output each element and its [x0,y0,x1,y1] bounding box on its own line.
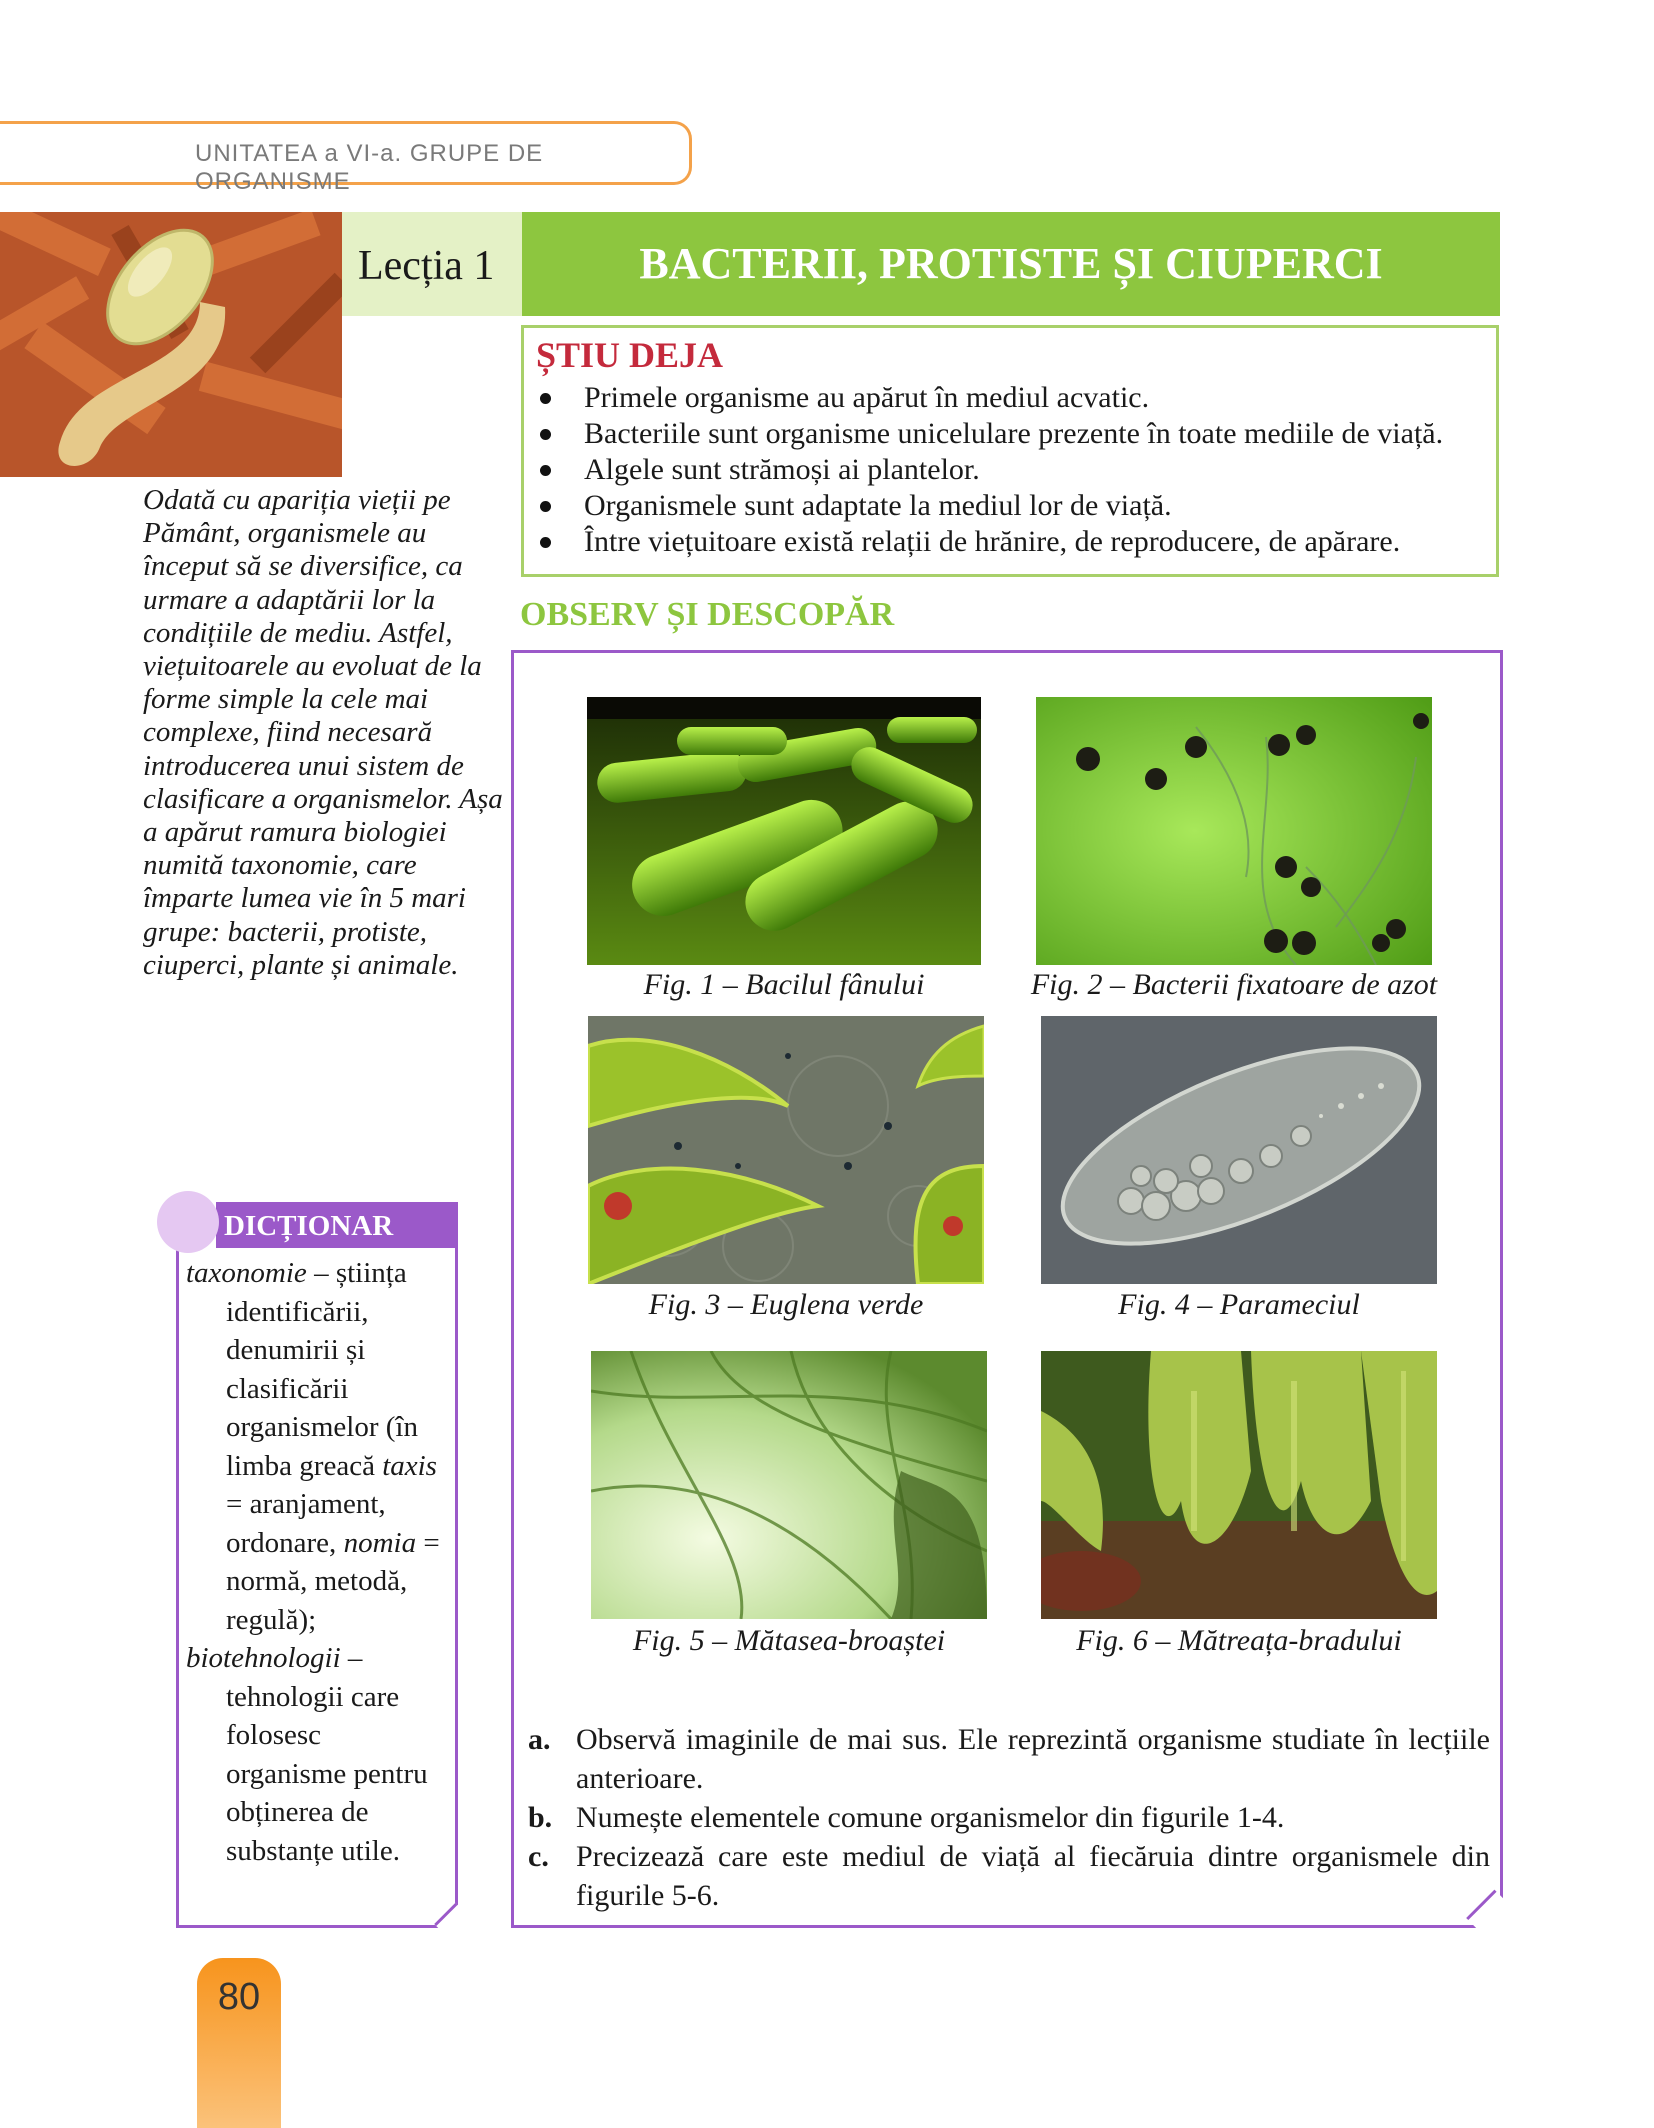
unit-header-tab [0,121,692,195]
figure-3-caption: Fig. 3 – Euglena verde [648,1288,924,1321]
observ-title: OBSERV ȘI DESCOPĂR [520,596,895,633]
list-item: Între viețuitoare există relații de hrănire, de reproducere, de apărare. [524,524,1443,560]
figure-6-caption: Fig. 6 – Mătreața-bradului [1076,1624,1402,1657]
questions-list [528,1720,1490,1915]
figure-2-caption: Fig. 2 – Bacterii fixatoare de azot [1030,968,1438,1001]
list-item: Organismele sunt adaptate la mediul lor de viață. [524,488,1443,524]
dictionary-title: DICȚIONAR [224,1210,394,1242]
figure-3-image [588,1016,984,1284]
stiu-deja-list [524,380,1443,560]
lesson-title-bar [522,212,1500,316]
question-b: b. Numește elementele comune organismelor din figurile 1-4. [528,1801,1285,1834]
list-item: Primele organisme au apărut în mediul acvatic. [524,380,1443,416]
figure-2-image [1036,697,1432,965]
page-number: 80 [217,1976,261,2018]
figure-1-caption: Fig. 1 – Bacilul fânului [643,968,925,1001]
stiu-deja-title: ȘTIU DEJA [536,335,724,375]
question-a: a. Observă imaginile de mai sus. Ele reprezintă organisme studiate în lecțiile anterioare. [528,1723,1490,1795]
figure-6-image [1041,1351,1437,1619]
figure-5-image [591,1351,987,1619]
question-c: c. Precizează care este mediul de viață al fiecăruia dintre organismele din figurile 5-6. [528,1840,1490,1912]
unit-title: UNITATEA a VI-a. GRUPE DE ORGANISME [195,140,544,195]
stiu-deja-box [521,325,1499,577]
dictionary-entry: taxonomie – știința identificării, denumirii și clasificării organismelor (în limba greacă taxis = aranjament, ordonare, nomia = normă, metodă, regulă); [186,1257,440,1636]
dictionary-text [186,1254,448,1870]
figure-5-caption: Fig. 5 – Mătasea-broaștei [632,1624,946,1657]
lesson-label-box [342,212,522,316]
figure-1-image [587,697,981,965]
list-item: Bacteriile sunt organisme unicelulare prezente în toate mediile de viață. [524,416,1443,452]
lesson-title: BACTERII, PROTISTE ȘI CIUPERCI [639,239,1383,288]
lesson-label: Lecția 1 [358,243,495,289]
intro-paragraph: Odată cu apariția vieții pe Pământ, organismele au început să se diversifice, ca urmare a adaptării lor la condițiile de mediu. Astfel, viețuitoarele au evoluat de la forme simple la cele mai complexe, fiind necesară introducerea unui sistem de clasificare a organismelor. Așa a apărut ramura biologiei numită taxonomie, care împarte lumea vie în 5 mari grupe: bacterii, protiste, ciuperci, plante și animale. [143,484,503,981]
dictionary-header [216,1202,458,1248]
dictionary-circle-ornament [157,1191,219,1253]
figure-4-caption: Fig. 4 – Parameciul [1118,1288,1360,1321]
dictionary-entry: biotehnologii – tehnologii care folosesc organisme pentru obținerea de substanțe utile. [186,1642,428,1867]
list-item: Algele sunt strămoși ai plantelor. [524,452,1443,488]
page-number-tab [197,1958,281,2128]
figure-4-image [1041,1016,1437,1284]
bacteria-hero-photo [0,212,342,477]
